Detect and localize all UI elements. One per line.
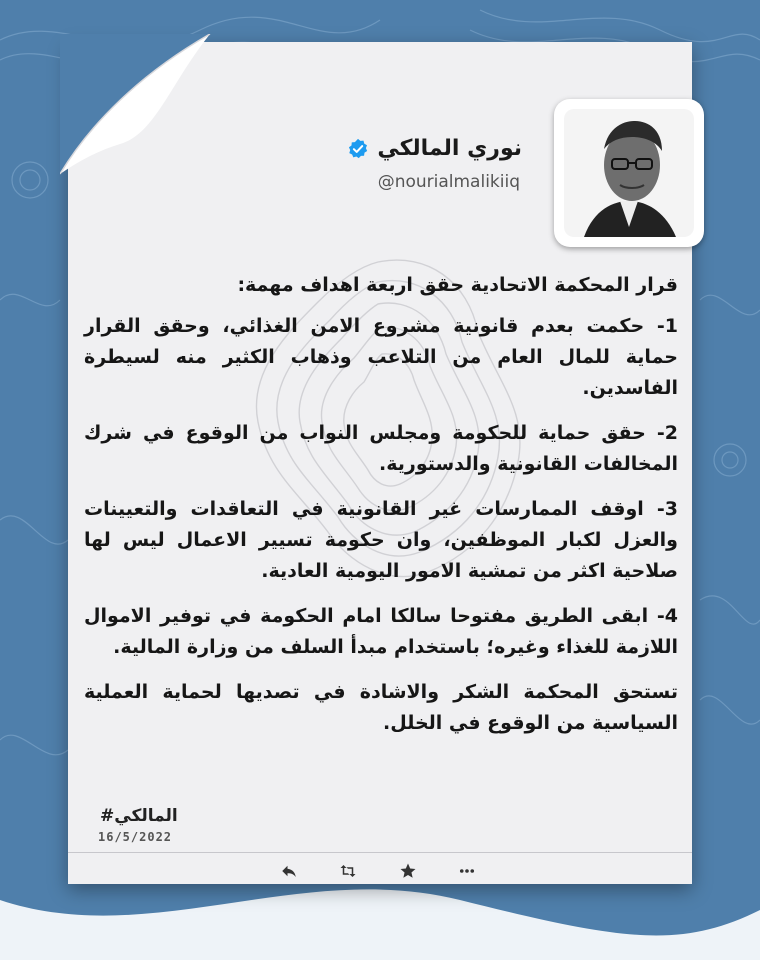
more-icon [458, 862, 476, 880]
page-curl [60, 34, 220, 184]
tweet-point-2: 2- حقق حماية للحكومة ومجلس النواب من الوقوع في شرك المخالفات القانونية والدستورية. [84, 422, 678, 475]
tweet-card [68, 42, 692, 884]
post-date: 16/5/2022 [98, 830, 173, 844]
tweet-point-4: 4- ابقى الطريق مفتوحا سالكا امام الحكومة في توفير الاموال اللازمة للغذاء وغيره؛ باستخدام مبدأ السلف من وزارة المالية. [84, 605, 678, 658]
profile-avatar[interactable] [554, 99, 704, 247]
profile-name-row [347, 136, 522, 161]
star-icon [399, 862, 417, 880]
user-handle[interactable]: @nourialmalikiiq [377, 172, 520, 192]
avatar-photo [564, 109, 694, 237]
verified-badge-icon [347, 138, 369, 160]
more-button[interactable] [456, 860, 478, 882]
reply-button[interactable] [278, 860, 300, 882]
reply-icon [280, 862, 298, 880]
tweet-closing: تستحق المحكمة الشكر والاشادة في تصديها لحماية العملية السياسية من الوقوع في الخلل. [84, 681, 678, 734]
tweet-intro: قرار المحكمة الاتحادية حقق اربعة اهداف مهمة: [237, 274, 678, 296]
display-name[interactable]: نوري المالكي [377, 136, 522, 161]
favorite-button[interactable] [397, 860, 419, 882]
tweet-point-1: 1- حكمت بعدم قانونية مشروع الامن الغذائي، وحقق القرار حماية للمال العام من التلاعب وذهاب الكثير منه لسيطرة الفاسدين. [84, 315, 678, 399]
hashtag[interactable]: #المالكي [100, 806, 178, 826]
action-divider [68, 852, 692, 853]
action-bar [278, 860, 478, 882]
tweet-body [84, 270, 678, 753]
retweet-icon [339, 862, 357, 880]
retweet-button[interactable] [337, 860, 359, 882]
tweet-point-3: 3- اوقف الممارسات غير القانونية في التعاقدات والتعيينات والعزل لكبار الموظفين، وان حكومة تسيير الاعمال ليس لها صلاحية اكثر من تمشية الامور اليومية العادية. [84, 498, 678, 582]
